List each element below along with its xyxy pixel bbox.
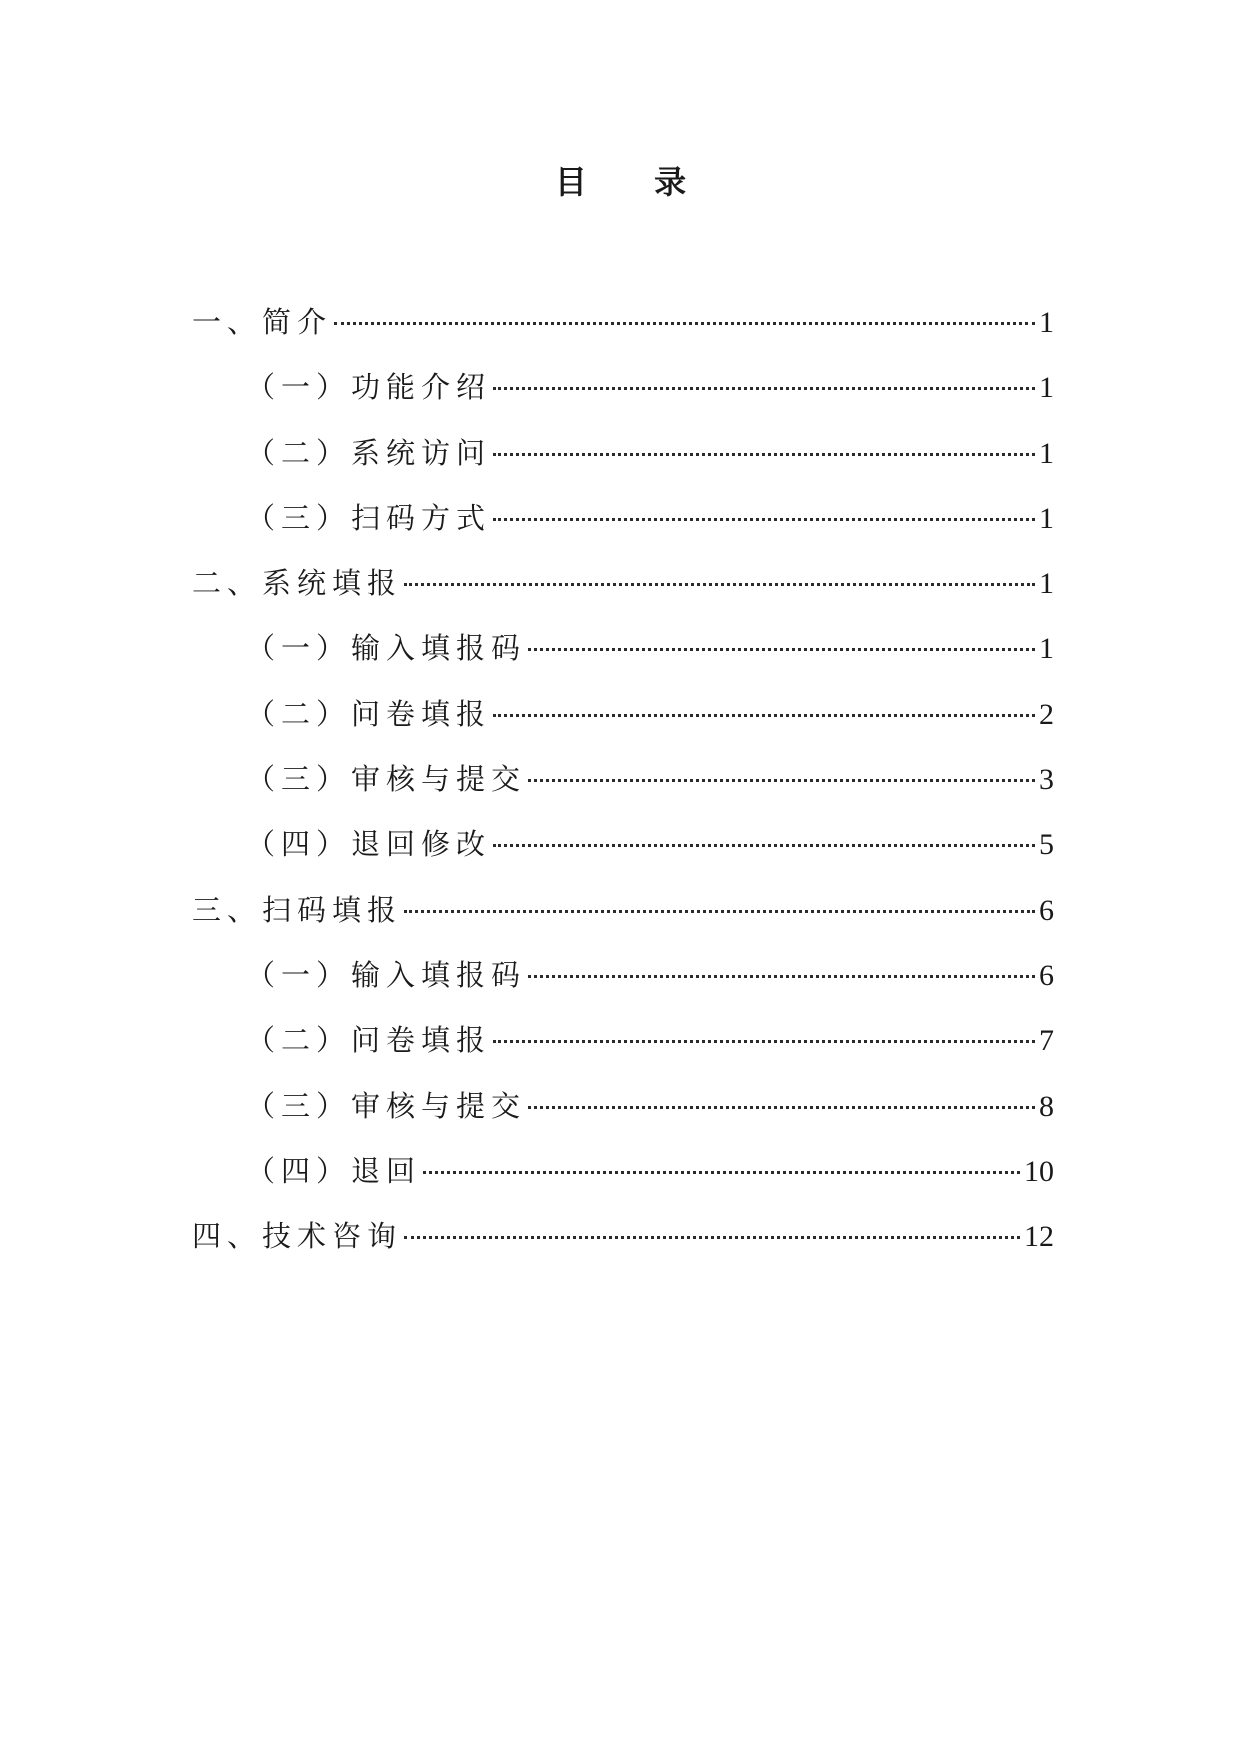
toc-entry-label: （四）退回修改 xyxy=(246,827,492,862)
toc-entry-3[interactable] xyxy=(192,878,1054,943)
toc-leader-dots xyxy=(493,844,1035,847)
toc-page-number: 3 xyxy=(1039,763,1054,797)
toc-page-number: 1 xyxy=(1039,371,1054,405)
toc-page-number: 6 xyxy=(1039,893,1054,927)
toc-entry-1-2[interactable] xyxy=(192,421,1054,486)
toc-entry-2-2[interactable] xyxy=(192,682,1054,747)
toc-entry-label: （二）系统访问 xyxy=(246,435,492,470)
toc-page-number: 10 xyxy=(1024,1154,1054,1188)
toc-page-number: 6 xyxy=(1039,958,1054,992)
toc-entry-label: 二、系统填报 xyxy=(192,566,403,601)
toc-leader-dots xyxy=(528,1106,1035,1109)
toc-entry-2-4[interactable] xyxy=(192,812,1054,877)
toc-entry-1[interactable] xyxy=(192,290,1054,355)
toc-page-number: 1 xyxy=(1039,306,1054,339)
toc-entry-label: （一）功能介绍 xyxy=(246,370,492,405)
toc-entry-label: （三）审核与提交 xyxy=(246,762,527,797)
toc-page-number: 8 xyxy=(1039,1089,1054,1123)
toc-leader-dots xyxy=(493,1040,1035,1043)
toc-entry-label: （二）问卷填报 xyxy=(246,696,492,731)
toc-entry-3-3[interactable] xyxy=(192,1074,1054,1139)
toc-entry-label: 三、扫码填报 xyxy=(192,892,403,927)
toc-page-number: 2 xyxy=(1039,697,1054,731)
toc-entry-label: （二）问卷填报 xyxy=(246,1023,492,1058)
toc-entry-label: 一、简介 xyxy=(192,305,333,339)
toc-entry-3-4[interactable] xyxy=(192,1139,1054,1204)
toc-entry-2-3[interactable] xyxy=(192,747,1054,812)
toc-entry-2-1[interactable] xyxy=(192,616,1054,681)
toc-entry-1-3[interactable] xyxy=(192,486,1054,551)
toc-entry-label: （三）审核与提交 xyxy=(246,1088,527,1123)
toc-page-number: 5 xyxy=(1039,828,1054,862)
toc-page-number: 7 xyxy=(1039,1024,1054,1058)
toc-entry-3-2[interactable] xyxy=(192,1008,1054,1073)
toc-page-number: 12 xyxy=(1024,1220,1054,1254)
toc-entry-2[interactable] xyxy=(192,551,1054,616)
toc-entry-label: 四、技术咨询 xyxy=(192,1219,403,1254)
toc-leader-dots xyxy=(528,648,1035,651)
toc-title: 目 录 xyxy=(554,163,715,201)
toc-page-number: 1 xyxy=(1039,501,1054,535)
toc-leader-dots xyxy=(493,387,1035,390)
toc-leader-dots xyxy=(423,1171,1020,1174)
toc-leader-dots xyxy=(493,714,1035,717)
toc-leader-dots xyxy=(334,322,1035,325)
toc-entry-4[interactable] xyxy=(192,1204,1054,1269)
toc-page-number: 1 xyxy=(1039,567,1054,601)
toc-entry-label: （四）退回 xyxy=(246,1153,422,1188)
toc-leader-dots xyxy=(404,910,1035,913)
toc-leader-dots xyxy=(404,583,1035,586)
toc-page-number: 1 xyxy=(1039,436,1054,470)
toc-entry-label: （三）扫码方式 xyxy=(246,500,492,535)
toc-leader-dots xyxy=(404,1236,1020,1239)
table-of-contents xyxy=(192,290,1054,1269)
toc-page-number: 1 xyxy=(1039,632,1054,666)
toc-entry-1-1[interactable] xyxy=(192,355,1054,420)
toc-entry-label: （一）输入填报码 xyxy=(246,957,527,992)
toc-leader-dots xyxy=(528,975,1035,978)
toc-entry-3-1[interactable] xyxy=(192,943,1054,1008)
toc-leader-dots xyxy=(528,779,1035,782)
toc-entry-label: （一）输入填报码 xyxy=(246,631,527,666)
toc-leader-dots xyxy=(493,453,1035,456)
toc-leader-dots xyxy=(493,518,1035,521)
